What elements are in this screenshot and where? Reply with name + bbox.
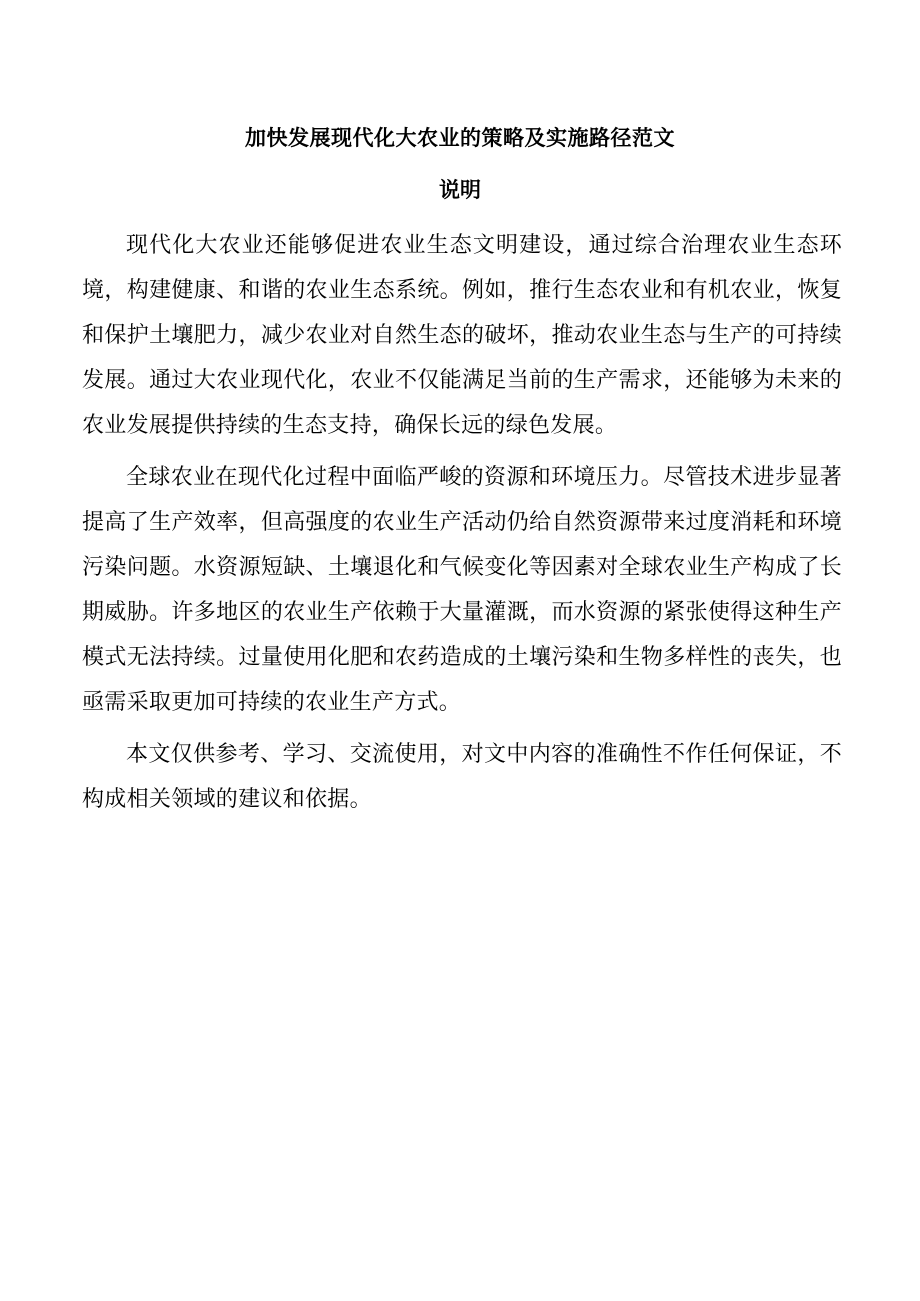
paragraph-3: 本文仅供参考、学习、交流使用，对文中内容的准确性不作任何保证，不构成相关领域的建议和依据。 — [82, 742, 842, 812]
paragraph-2: 全球农业在现代化过程中面临严峻的资源和环境压力。尽管技术进步显著提高了生产效率，但高强度的农业生产活动仍给自然资源带来过度消耗和环境污染问题。水资源短缺、土壤退化和气候变化等因素对全球农业生产构成了长期威胁。许多地区的农业生产依赖于大量灌溉，而水资源的紧张使得这种生产模式无法持续。过量使用化肥和农药造成的土壤污染和生物多样性的丧失，也亟需采取更加可持续的农业生产方式。 — [82, 465, 842, 715]
section-heading: 说明 — [439, 177, 481, 202]
paragraph-1: 现代化大农业还能够促进农业生态文明建设，通过综合治理农业生态环境，构建健康、和谐的农业生态系统。例如，推行生态农业和有机农业，恢复和保护土壤肥力，减少农业对自然生态的破坏，推动农业生态与生产的可持续发展。通过大农业现代化，农业不仅能满足当前的生产需求，还能够为未来的农业发展提供持续的生态支持，确保长远的绿色发展。 — [82, 233, 842, 438]
document-body — [82, 223, 842, 829]
document-title: 加快发展现代化大农业的策略及实施路径范文 — [245, 125, 675, 150]
